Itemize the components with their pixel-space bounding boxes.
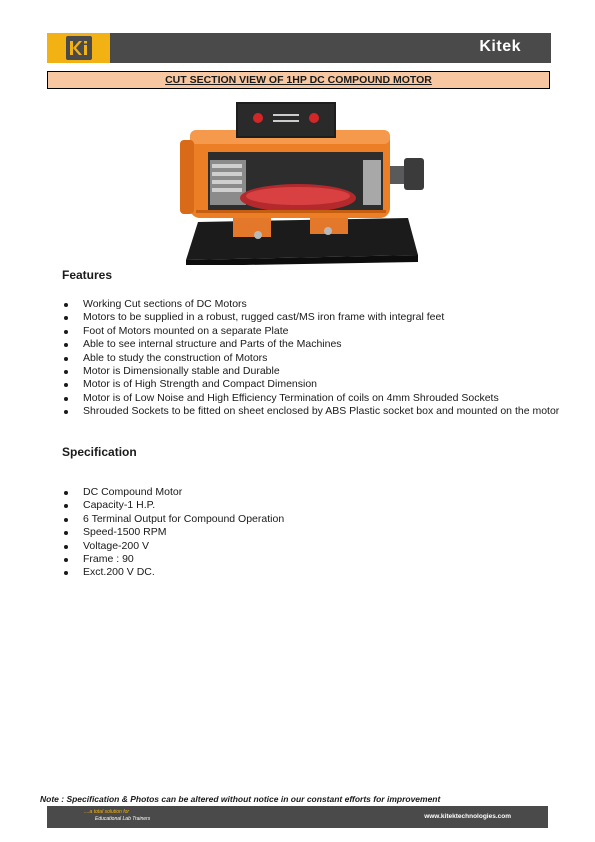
list-item: Motors to be supplied in a robust, rugged cast/MS iron frame with integral feet: [62, 311, 562, 324]
footer-bar: [47, 806, 548, 828]
list-item: Frame : 90: [62, 553, 562, 566]
disclaimer-note: Note : Specification & Photos can be altered without notice in our constant efforts for improvement: [40, 794, 441, 804]
footer-tagline-sub: Educational Lab Trainers: [95, 816, 151, 822]
list-item: Capacity-1 H.P.: [62, 499, 562, 512]
list-item: Motor is of Low Noise and High Efficiency Termination of coils on 4mm Shrouded Sockets: [62, 392, 562, 405]
document-title: CUT SECTION VIEW OF 1HP DC COMPOUND MOTOR: [47, 71, 550, 89]
list-item: Speed-1500 RPM: [62, 526, 562, 539]
list-item: Motor is of High Strength and Compact Dimension: [62, 378, 562, 391]
list-item: Exct.200 V DC.: [62, 566, 562, 579]
header-bar: [47, 33, 551, 63]
features-list: [62, 298, 562, 419]
brand-name: Kitek: [479, 38, 521, 55]
specification-list: [62, 486, 562, 580]
list-item: Able to see internal structure and Parts of the Machines: [62, 338, 562, 351]
specification-heading: Specification: [62, 445, 137, 459]
list-item: Able to study the construction of Motors: [62, 352, 562, 365]
list-item: Foot of Motors mounted on a separate Plate: [62, 325, 562, 338]
footer-website[interactable]: www.kitektechnologies.com: [424, 813, 511, 820]
logo-glyph-icon: [68, 39, 90, 57]
footer-tagline: ....a total solution for: [84, 809, 130, 815]
kitek-logo-icon: [66, 36, 92, 60]
list-item: DC Compound Motor: [62, 486, 562, 499]
list-item: 6 Terminal Output for Compound Operation: [62, 513, 562, 526]
logo: [47, 33, 110, 63]
list-item: Motor is Dimensionally stable and Durable: [62, 365, 562, 378]
features-heading: Features: [62, 268, 113, 282]
list-item: Voltage-200 V: [62, 540, 562, 553]
dc-motor-photo-icon: [178, 100, 428, 265]
list-item: Working Cut sections of DC Motors: [62, 298, 562, 311]
list-item: Shrouded Sockets to be fitted on sheet enclosed by ABS Plastic socket box and mounted on the motor: [62, 405, 562, 418]
